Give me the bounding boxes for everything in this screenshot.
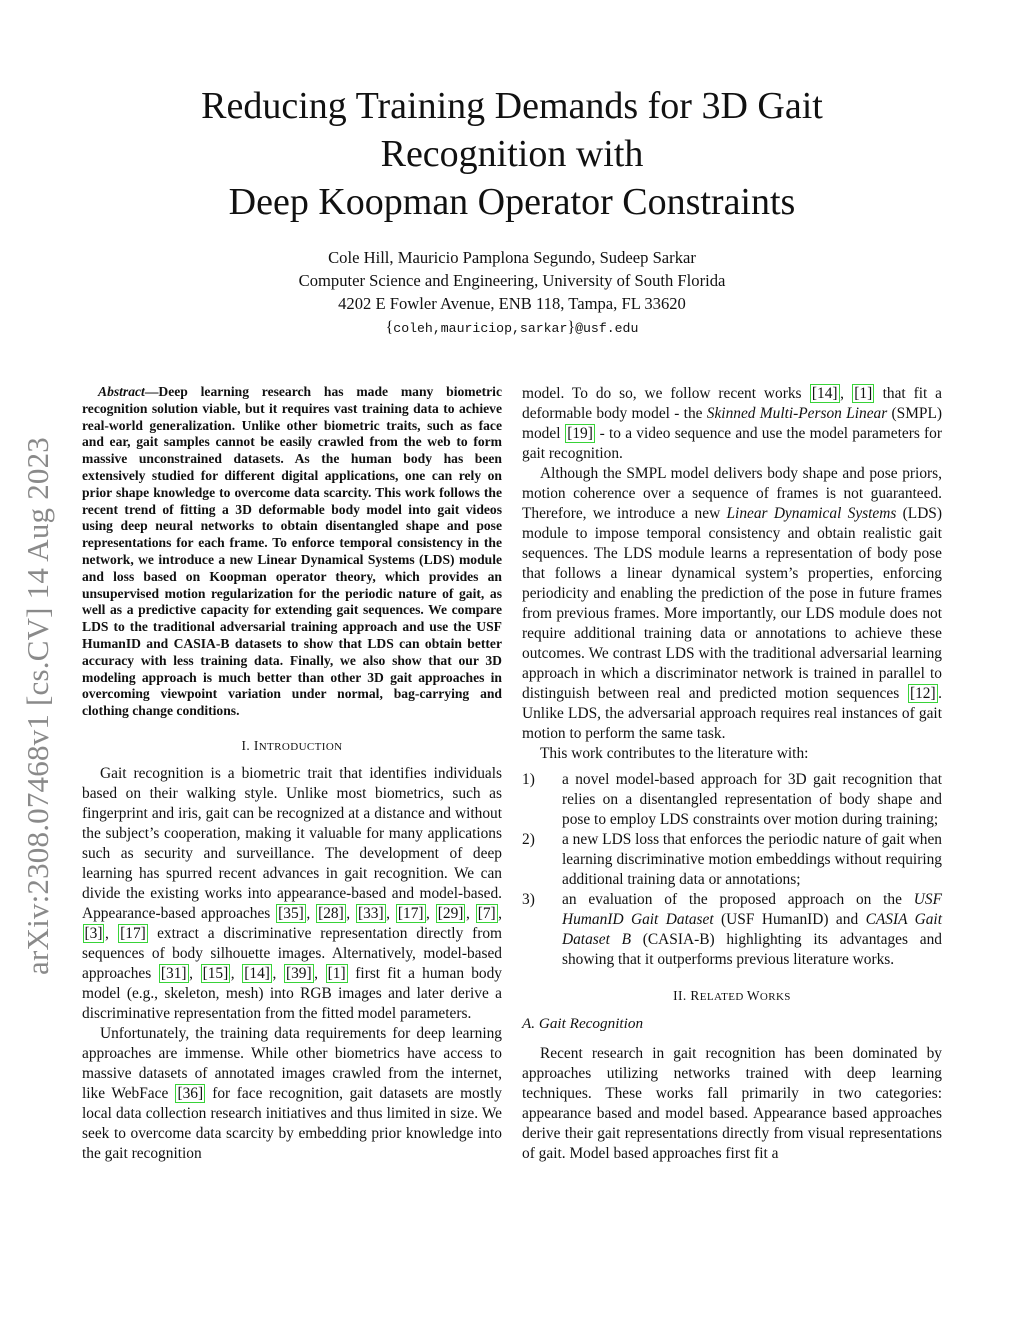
- text-run: that fit a deformable body model - the: [522, 385, 942, 422]
- text-sep: ,: [306, 904, 316, 922]
- list-text: (USF HumanID) and: [713, 911, 866, 928]
- citation-link[interactable]: [7]: [477, 904, 496, 922]
- list-item: [522, 770, 942, 830]
- author-affiliation: Computer Science and Engineering, University of South Florida: [298, 271, 726, 290]
- title-line-3: Deep Koopman Operator Constraints: [228, 181, 796, 223]
- text-sep: ,: [840, 385, 852, 402]
- section-initial: I: [253, 737, 259, 753]
- citation-link[interactable]: [15]: [202, 964, 229, 982]
- citation-link[interactable]: [31]: [160, 964, 187, 982]
- email-close-brace: }: [567, 319, 576, 336]
- section-heading-related-works: [522, 988, 942, 1004]
- author-emails[interactable]: [160, 315, 864, 340]
- author-block: [160, 246, 864, 340]
- list-text: a new LDS loss that enforces the periodic nature of gait when learning discriminative motion embeddings without requiring additional training data or annotations;: [562, 831, 942, 888]
- citation-link[interactable]: [28]: [318, 904, 344, 922]
- list-number: 1): [522, 771, 535, 788]
- section-numeral: I.: [241, 737, 254, 753]
- email-open-brace: {: [385, 319, 394, 336]
- left-column: [82, 384, 502, 1164]
- list-text: (CASIA-B) highlighting its advantages and showing that it outperforms previous literature works.: [562, 931, 942, 968]
- contributions-list: [522, 770, 942, 970]
- section-smallcaps: NTRODUCTION: [258, 740, 343, 753]
- text-sep: ,: [346, 904, 356, 922]
- text-run: Unfortunately, the training data requirements for deep learning approaches are immense. While other biometrics have access to massive datasets of annotated images crawled from the internet, like WebFace: [82, 1024, 502, 1102]
- email-domain: @usf.edu: [575, 321, 639, 336]
- list-number: 3): [522, 891, 535, 908]
- text-sep: ,: [104, 924, 118, 942]
- text-run: extract a discriminative representation directly from sequences of body silhouette images. Alternatively, model-based approaches: [82, 924, 502, 982]
- text-run: Gait recognition is a biometric trait that identifies individuals based on their walking style. Unlike most biometrics, such as fingerprint and iris, gait can be recognized at a distance and without the subject’s cooperation, making it valuable for many applications such as security and surveillance. The development of deep learning has spurred recent advances in gait recognition. We can divide the existing works into appearance-based and model-based. Appearance-based approaches: [82, 764, 502, 922]
- title-line-2: Recognition with: [380, 133, 644, 175]
- abstract-lead: Abstract: [98, 384, 145, 399]
- section-initial: R: [690, 988, 700, 1003]
- citation-link[interactable]: [1]: [327, 964, 346, 982]
- citation-link[interactable]: [35]: [278, 904, 304, 922]
- emphasis-text: Skinned Multi-Person Linear: [706, 405, 888, 422]
- list-item: [522, 890, 942, 970]
- list-text: a novel model-based approach for 3D gait recognition that relies on a disentangled representation of body shape and pose to employ LDS constraints over motion during training;: [562, 771, 942, 828]
- text-sep: ,: [465, 904, 476, 922]
- right-column: [522, 384, 942, 1164]
- text-sep: ,: [272, 964, 284, 982]
- section-initial: W: [746, 988, 760, 1003]
- text-run: model. To do so, we follow recent works: [522, 385, 810, 402]
- right-paragraph-1: [522, 384, 942, 464]
- abstract: [82, 384, 502, 720]
- citation-link[interactable]: [36]: [177, 1084, 204, 1102]
- right-paragraph-4: Recent research in gait recognition has been dominated by approaches utilizing networks trained with deep learning techniques. These works fall primarily in two categories: appearance based and model based. Appearance based approaches derive their gait representations directly from visual representations of gait. Model based approaches first fit a: [522, 1045, 942, 1162]
- citation-link[interactable]: [14]: [244, 964, 270, 982]
- text-sep: ,: [426, 904, 436, 922]
- text-run: . Unlike LDS, the adversarial approach requires real instances of gait motion to perform the same task.: [522, 685, 942, 742]
- text-sep: ,: [230, 964, 242, 982]
- intro-paragraph-2: [82, 1024, 502, 1164]
- citation-link[interactable]: [3]: [84, 924, 103, 942]
- text-run: first fit a human body model (e.g., skeleton, mesh) into RGB images and later derive a discriminative representation from the fitted model parameters.: [82, 964, 502, 1022]
- citation-link[interactable]: [14]: [811, 385, 838, 402]
- emphasis-text: Linear Dynamical Systems: [726, 505, 897, 522]
- text-run: (LDS) module to impose temporal consistency and obtain realistic gait sequences. The LDS module learns a representation of body pose that follows a linear dynamical system’s properties, enforcing periodicity and enabling the prediction of the pose in future frames from previous frames. More importantly, our LDS module does not require additional training data or annotations to achieve these outcomes. We contrast LDS with the traditional adversarial learning approach in which a discriminator network is trained in parallel to distinguish between real and predicted motion sequences: [522, 505, 942, 702]
- citation-link[interactable]: [17]: [120, 924, 146, 942]
- emphasis-text: CASIA Gait Dataset B: [562, 911, 942, 948]
- text-sep: ,: [386, 904, 396, 922]
- text-sep: ,: [314, 964, 326, 982]
- right-paragraph-3: This work contributes to the literature with:: [540, 745, 809, 762]
- intro-paragraph-1: [82, 764, 502, 1024]
- abstract-text: Deep learning research has made many biometric recognition solution viable, but it requires vast training data to achieve real-world generalization. Unlike other biometric traits, such as face and ear, gait samples cannot be easily crawled from the web to form massive unconstrained datasets. As the human body has been extensively studied for different digital applications, one can rely on prior shape knowledge to overcome data scarcity. This work follows the recent trend of fitting a 3D deformable body model into gait videos using deep neural networks to obtain disentangled shape and pose representations for each frame. To enforce temporal consistency in the network, we introduce a new Linear Dynamical Systems (LDS) module and loss based on Koopman operator theory, which provides an unsupervised motion regularization for the periodic nature of gait, as well as a predictive capacity for extending gait sequences. We compare LDS to the traditional adversarial training approach and use the USF HumanID and CASIA-B datasets to show that LDS can obtain better accuracy with less training data. Finally, we also show that our 3D modeling approach is much better than other 3D gait approaches in overcoming viewpoint variation under normal, bag-carrying and clothing change conditions.: [82, 384, 502, 719]
- citation-link[interactable]: [33]: [357, 904, 384, 922]
- section-numeral: II.: [673, 988, 691, 1003]
- list-item: [522, 830, 942, 890]
- citation-link[interactable]: [39]: [285, 964, 312, 982]
- text-run: - to a video sequence and use the model parameters for gait recognition.: [522, 425, 942, 462]
- title-line-1: Reducing Training Demands for 3D Gait: [201, 85, 823, 127]
- abstract-dash: —: [144, 384, 159, 399]
- emphasis-text: USF HumanID Gait Dataset: [562, 891, 942, 928]
- text-sep: ,: [498, 904, 502, 922]
- citation-link[interactable]: [12]: [909, 685, 936, 702]
- paper-title: [120, 82, 904, 226]
- list-text: an evaluation of the proposed approach on the: [562, 891, 914, 908]
- citation-link[interactable]: [17]: [397, 904, 424, 922]
- citation-link[interactable]: [1]: [854, 385, 873, 402]
- section-heading-introduction: [82, 738, 502, 754]
- text-run: for face recognition, gait datasets are mostly local data collection research initiatives and thus limited in size. We seek to overcome data scarcity by embedding prior knowledge into the gait recognition: [82, 1084, 502, 1162]
- email-users: coleh,mauriciop,sarkar: [393, 321, 568, 336]
- section-smallcaps: ORKS: [759, 991, 791, 1003]
- arxiv-identifier-stamp: arXiv:2308.07468v1 [cs.CV] 14 Aug 2023: [20, 436, 55, 975]
- subsection-heading-gait-recognition: A. Gait Recognition: [522, 1015, 644, 1032]
- citation-link[interactable]: [19]: [567, 425, 593, 442]
- section-smallcaps: ELATED: [699, 991, 747, 1003]
- author-names: Cole Hill, Mauricio Pamplona Segundo, Sudeep Sarkar: [328, 248, 696, 267]
- list-number: 2): [522, 831, 535, 848]
- right-paragraph-2: [522, 464, 942, 744]
- author-address: 4202 E Fowler Avenue, ENB 118, Tampa, FL 33620: [338, 294, 686, 313]
- citation-link[interactable]: [29]: [437, 904, 464, 922]
- text-sep: ,: [189, 964, 201, 982]
- text-run: Although the SMPL model delivers body shape and pose priors, motion coherence over a sequence of frames is not guaranteed. Therefore, we introduce a new: [522, 465, 942, 522]
- text-run: (SMPL) model: [522, 405, 942, 442]
